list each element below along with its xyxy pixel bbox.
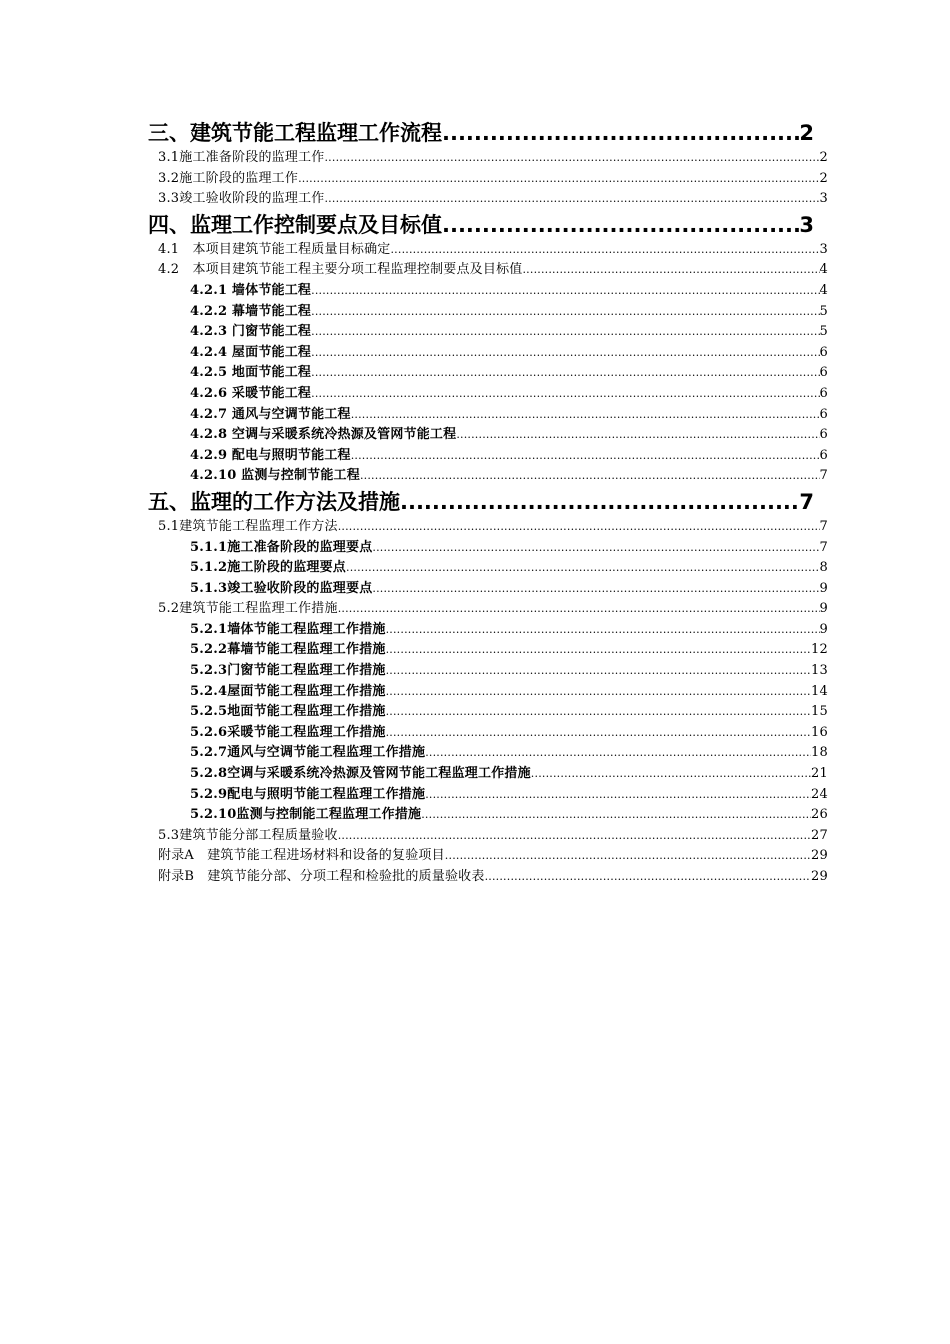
toc-entry-page-number: 3 (819, 241, 828, 257)
dot-leader (400, 487, 799, 517)
toc-entry[interactable] (148, 846, 828, 867)
toc-entry-page-number: 6 (819, 344, 828, 360)
dot-leader (522, 260, 819, 281)
toc-entry-page-number: 15 (811, 704, 828, 720)
toc-entry-title: 附录A 建筑节能工程进场材料和设备的复验项目 (158, 848, 445, 864)
toc-entry-title: 5.2.4屋面节能工程监理工作措施 (190, 683, 386, 699)
toc-entry-title: 4.2 本项目建筑节能工程主要分项工程监理控制要点及目标值 (158, 262, 523, 278)
toc-entry[interactable] (148, 826, 828, 847)
dot-leader (442, 210, 799, 240)
toc-entry-title: 4.2.8 空调与采暖系统冷热源及管网节能工程 (190, 427, 457, 443)
dot-leader (445, 846, 811, 867)
toc-entry-page-number: 3 (819, 191, 828, 207)
toc-entry-page-number: 24 (811, 786, 828, 802)
toc-subentry[interactable] (148, 538, 828, 559)
dot-leader (324, 189, 819, 210)
toc-entry-title: 5.2.6采暖节能工程监理工作措施 (190, 724, 386, 740)
toc-subentry[interactable] (148, 661, 828, 682)
toc-entry-title: 4.2.9 配电与照明节能工程 (190, 447, 351, 463)
toc-subentry[interactable] (148, 405, 828, 426)
dot-leader (425, 785, 811, 806)
toc-entry-title: 5.2.9配电与照明节能工程监理工作措施 (190, 786, 426, 802)
dot-leader (311, 302, 819, 323)
toc-entry-title: 5.2.7通风与空调节能工程监理工作措施 (190, 745, 426, 761)
toc-subentry[interactable] (148, 785, 828, 806)
toc-entry-title: 3.3竣工验收阶段的监理工作 (158, 191, 325, 207)
toc-entry-title: 5.3建筑节能分部工程质量验收 (158, 827, 338, 843)
toc-entry-page-number: 18 (811, 745, 828, 761)
toc-entry-page-number: 4 (819, 282, 828, 298)
toc-entry-page-number: 5 (819, 324, 828, 340)
toc-entry-page-number: 26 (811, 807, 828, 823)
toc-subentry[interactable] (148, 558, 828, 579)
toc-entry-page-number: 7 (819, 539, 828, 555)
dot-leader (311, 281, 819, 302)
toc-entry-title: 5.2.1墙体节能工程监理工作措施 (190, 621, 386, 637)
dot-leader (311, 384, 819, 405)
toc-entry-title: 5.1.3竣工验收阶段的监理要点 (190, 580, 373, 596)
dot-leader (386, 723, 811, 744)
dot-leader (346, 558, 820, 579)
dot-leader (338, 826, 811, 847)
toc-entry-page-number: 7 (799, 489, 814, 514)
toc-subentry[interactable] (148, 579, 828, 600)
dot-leader (338, 517, 820, 538)
dot-leader (311, 363, 819, 384)
toc-entry-page-number: 6 (819, 385, 828, 401)
toc-entry-title: 4.2.3 门窗节能工程 (190, 324, 312, 340)
toc-entry-title: 4.1 本项目建筑节能工程质量目标确定 (158, 241, 391, 257)
toc-entry-page-number: 6 (819, 365, 828, 381)
toc-entry-title: 4.2.7 通风与空调节能工程 (190, 406, 351, 422)
dot-leader (390, 240, 819, 261)
table-of-contents (148, 118, 828, 888)
toc-entry-page-number: 6 (819, 447, 828, 463)
dot-leader (372, 579, 819, 600)
toc-entry-page-number: 2 (819, 170, 828, 186)
dot-leader (485, 867, 811, 888)
toc-entry-page-number: 13 (811, 663, 828, 679)
toc-entry-page-number: 9 (819, 601, 828, 617)
dot-leader (311, 343, 819, 364)
toc-entry[interactable] (148, 169, 828, 190)
dot-leader (360, 466, 820, 487)
toc-entry[interactable] (148, 148, 828, 169)
dot-leader (386, 702, 811, 723)
toc-subentry[interactable] (148, 723, 828, 744)
toc-entry-page-number: 7 (819, 468, 828, 484)
toc-entry-title: 5.2.3门窗节能工程监理工作措施 (190, 663, 386, 679)
toc-subentry[interactable] (148, 743, 828, 764)
toc-subentry[interactable] (148, 805, 828, 826)
dot-leader (298, 169, 819, 190)
dot-leader (311, 322, 819, 343)
toc-entry-title: 三、建筑节能工程监理工作流程 (148, 121, 442, 145)
toc-subentry[interactable] (148, 764, 828, 785)
toc-subentry[interactable] (148, 466, 828, 487)
dot-leader (372, 538, 819, 559)
toc-entry-title: 附录B 建筑节能分部、分项工程和检验批的质量验收表 (158, 869, 485, 884)
dot-leader (531, 764, 811, 785)
toc-entry-title: 4.2.1 墙体节能工程 (190, 282, 312, 298)
toc-entry-page-number: 7 (819, 518, 828, 534)
toc-entry[interactable] (148, 867, 828, 888)
toc-entry-page-number: 29 (811, 848, 828, 864)
toc-entry[interactable] (148, 189, 828, 210)
dot-leader (425, 743, 811, 764)
dot-leader (386, 620, 820, 641)
toc-entry-page-number: 14 (811, 683, 828, 699)
toc-subentry[interactable] (148, 343, 828, 364)
toc-entry-title: 5.2.2幕墙节能工程监理工作措施 (190, 642, 386, 658)
toc-section-heading[interactable] (148, 118, 814, 148)
toc-entry-title: 4.2.2 幕墙节能工程 (190, 303, 312, 319)
toc-entry-page-number: 9 (819, 580, 828, 596)
toc-entry-title: 5.2.10监测与控制能工程监理工作措施 (190, 807, 422, 823)
toc-subentry[interactable] (148, 322, 828, 343)
toc-entry-page-number: 2 (799, 121, 814, 145)
toc-entry-title: 5.2.5地面节能工程监理工作措施 (190, 704, 386, 720)
dot-leader (351, 446, 820, 467)
toc-subentry[interactable] (148, 640, 828, 661)
toc-entry-title: 5.1.2施工阶段的监理要点 (190, 560, 346, 576)
toc-entry-page-number: 6 (819, 427, 828, 443)
dot-leader (456, 425, 819, 446)
toc-subentry[interactable] (148, 281, 828, 302)
toc-entry-title: 5.1.1施工准备阶段的监理要点 (190, 539, 373, 555)
toc-entry-page-number: 4 (819, 262, 828, 278)
dot-leader (338, 599, 820, 620)
toc-entry-title: 5.2建筑节能工程监理工作措施 (158, 601, 338, 617)
toc-section-heading[interactable] (148, 487, 814, 517)
toc-entry-title: 4.2.4 屋面节能工程 (190, 344, 312, 360)
toc-entry[interactable] (148, 517, 828, 538)
toc-entry-title: 3.1施工准备阶段的监理工作 (158, 150, 325, 165)
toc-entry[interactable] (148, 599, 828, 620)
toc-subentry[interactable] (148, 425, 828, 446)
toc-entry-title: 四、监理工作控制要点及目标值 (148, 212, 442, 237)
toc-entry-title: 5.1建筑节能工程监理工作方法 (158, 518, 338, 534)
toc-entry-title: 5.2.8空调与采暖系统冷热源及管网节能工程监理工作措施 (190, 766, 531, 782)
toc-entry-page-number: 5 (819, 303, 828, 319)
toc-entry-title: 五、监理的工作方法及措施 (148, 489, 400, 514)
dot-leader (324, 148, 819, 169)
toc-entry-title: 4.2.6 采暖节能工程 (190, 385, 312, 401)
toc-entry-page-number: 12 (811, 642, 828, 658)
toc-subentry[interactable] (148, 302, 828, 323)
toc-entry-page-number: 6 (819, 406, 828, 422)
toc-subentry[interactable] (148, 384, 828, 405)
toc-section-heading[interactable] (148, 210, 814, 240)
toc-entry-page-number: 16 (811, 724, 828, 740)
dot-leader (386, 661, 811, 682)
toc-entry-title: 3.2施工阶段的监理工作 (158, 170, 299, 186)
dot-leader (442, 118, 799, 148)
toc-entry-title: 4.2.5 地面节能工程 (190, 365, 312, 381)
toc-entry-page-number: 3 (799, 212, 814, 237)
toc-entry-page-number: 27 (811, 827, 828, 843)
dot-leader (386, 640, 811, 661)
toc-subentry[interactable] (148, 620, 828, 641)
toc-subentry[interactable] (148, 702, 828, 723)
toc-entry-page-number: 2 (819, 150, 828, 165)
toc-subentry[interactable] (148, 446, 828, 467)
toc-subentry[interactable] (148, 363, 828, 384)
toc-entry[interactable] (148, 240, 828, 261)
dot-leader (351, 405, 820, 426)
dot-leader (421, 805, 811, 826)
toc-subentry[interactable] (148, 682, 828, 703)
toc-entry-page-number: 21 (811, 766, 828, 782)
toc-entry-title: 4.2.10 监测与控制节能工程 (190, 468, 360, 484)
toc-entry-page-number: 8 (819, 560, 828, 576)
dot-leader (386, 682, 811, 703)
toc-entry[interactable] (148, 260, 828, 281)
toc-entry-page-number: 29 (811, 869, 828, 884)
toc-entry-page-number: 9 (819, 621, 828, 637)
